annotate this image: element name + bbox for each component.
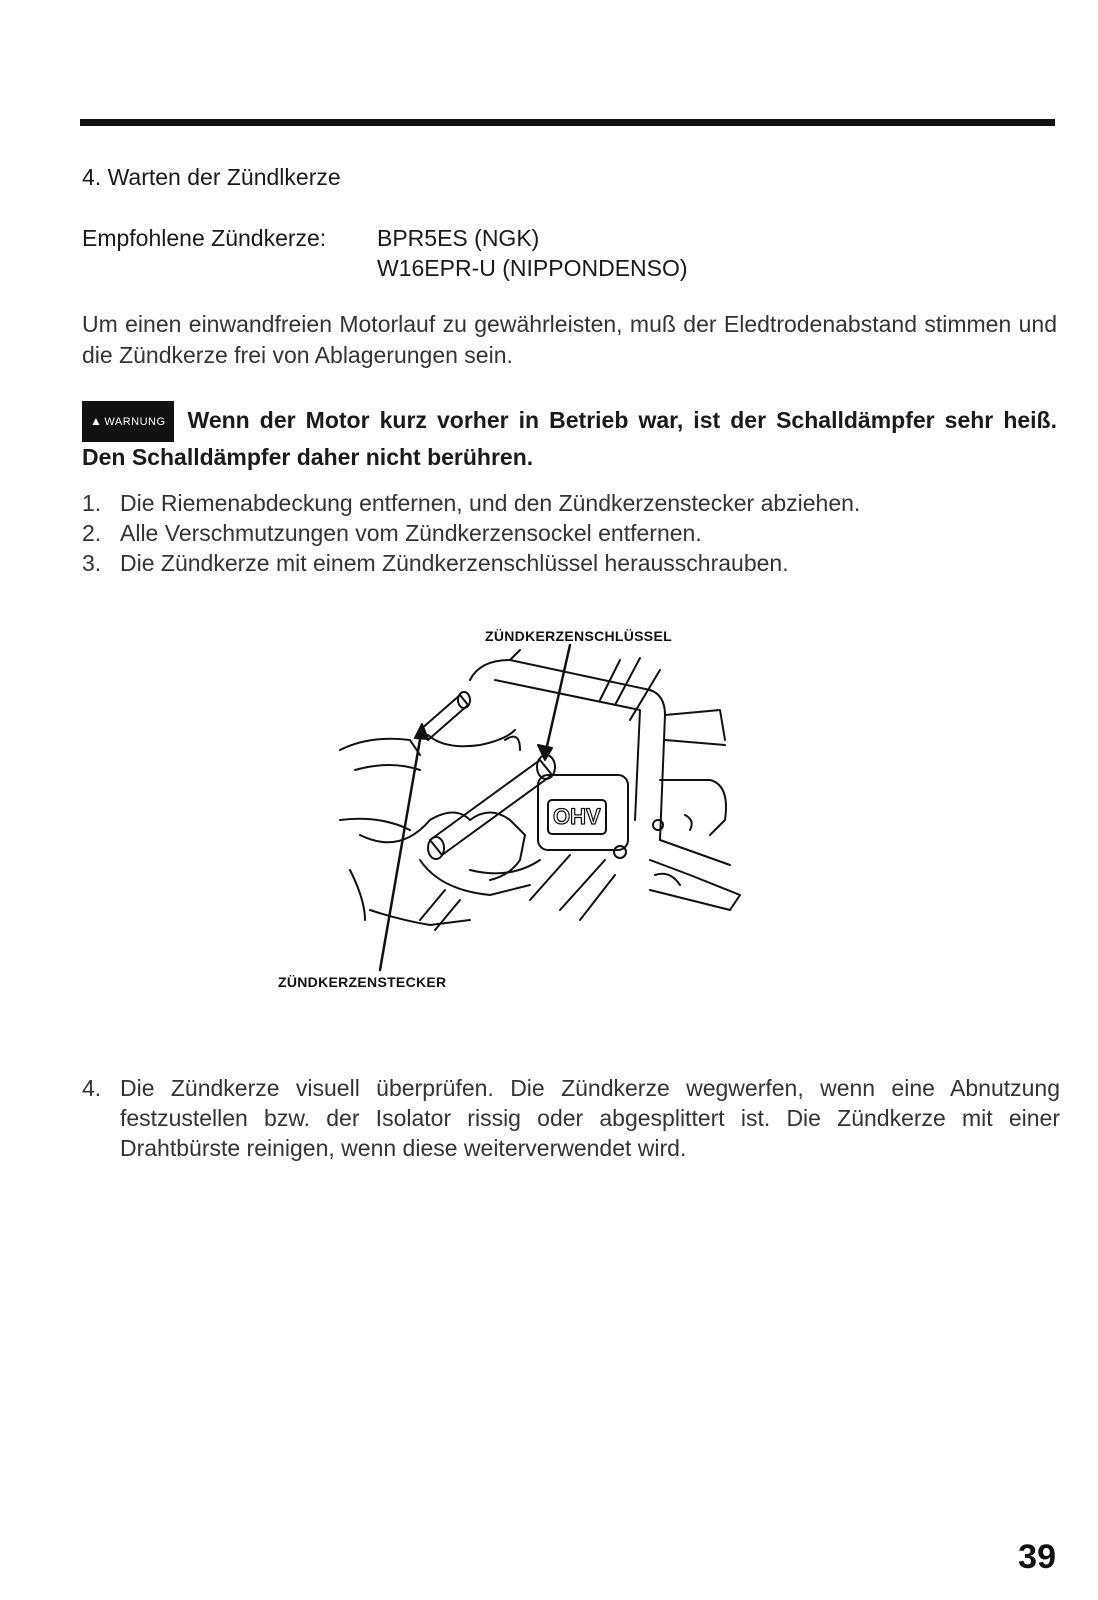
spark-plug-illustration bbox=[270, 620, 750, 1000]
engine-line-drawing bbox=[270, 620, 750, 1000]
step-text: Die Zündkerze mit einem Zündkerzenschlüssel herausschrauben. bbox=[120, 550, 789, 576]
warning-text: Wenn der Motor kurz vorher in Betrieb war, ist der Schalldämpfer sehr heiß. Den Schalldämpfer daher nicht berühren. bbox=[82, 407, 1057, 470]
step-number: 4. bbox=[82, 1075, 102, 1101]
wrench-label: ZÜNDKERZENSCHLÜSSEL bbox=[485, 628, 672, 644]
spec-label: Empfohlene Zündkerze: bbox=[82, 225, 327, 251]
step-number: 2. bbox=[82, 520, 102, 546]
warning-badge-label: WARNUNG bbox=[104, 416, 166, 428]
spec-ngk: BPR5ES (NGK) bbox=[377, 225, 540, 251]
step-number: 3. bbox=[82, 550, 102, 576]
section-title: 4. Warten der Zündlkerze bbox=[82, 164, 341, 190]
list-item bbox=[82, 488, 1062, 518]
step-number: 1. bbox=[82, 490, 102, 516]
warning-triangle-icon: ▲ bbox=[90, 414, 103, 428]
ohv-mark: OHV bbox=[553, 804, 601, 829]
step-text: Die Riemenabdeckung entfernen, und den Zündkerzenstecker abziehen. bbox=[120, 490, 861, 516]
steps-list bbox=[82, 488, 1062, 578]
step-text: Alle Verschmutzungen vom Zündkerzensockel entfernen. bbox=[120, 520, 702, 546]
plug-cap-label: ZÜNDKERZENSTECKER bbox=[278, 974, 447, 990]
list-item bbox=[82, 548, 1062, 578]
spec-nippondenso: W16EPR-U (NIPPONDENSO) bbox=[377, 255, 688, 281]
list-item bbox=[82, 518, 1062, 548]
step-text: Die Zündkerze visuell überprüfen. Die Zündkerze wegwerfen, wenn eine Abnutzung festzustellen bzw. der Isolator rissig oder abgesplittert ist. Die Zündkerze mit einer Drahtbürste reinigen, wenn diese weiterverwendet wird. bbox=[120, 1075, 1060, 1161]
warning-block bbox=[82, 401, 1057, 472]
warning-badge bbox=[82, 401, 174, 442]
top-rule bbox=[80, 119, 1055, 126]
intro-paragraph: Um einen einwandfreien Motorlauf zu gewährleisten, muß der Eledtrodenabstand stimmen und die Zündkerze frei von Ablagerungen sein. bbox=[82, 311, 1057, 368]
list-item bbox=[82, 1073, 1060, 1163]
page-number: 39 bbox=[1018, 1538, 1056, 1576]
